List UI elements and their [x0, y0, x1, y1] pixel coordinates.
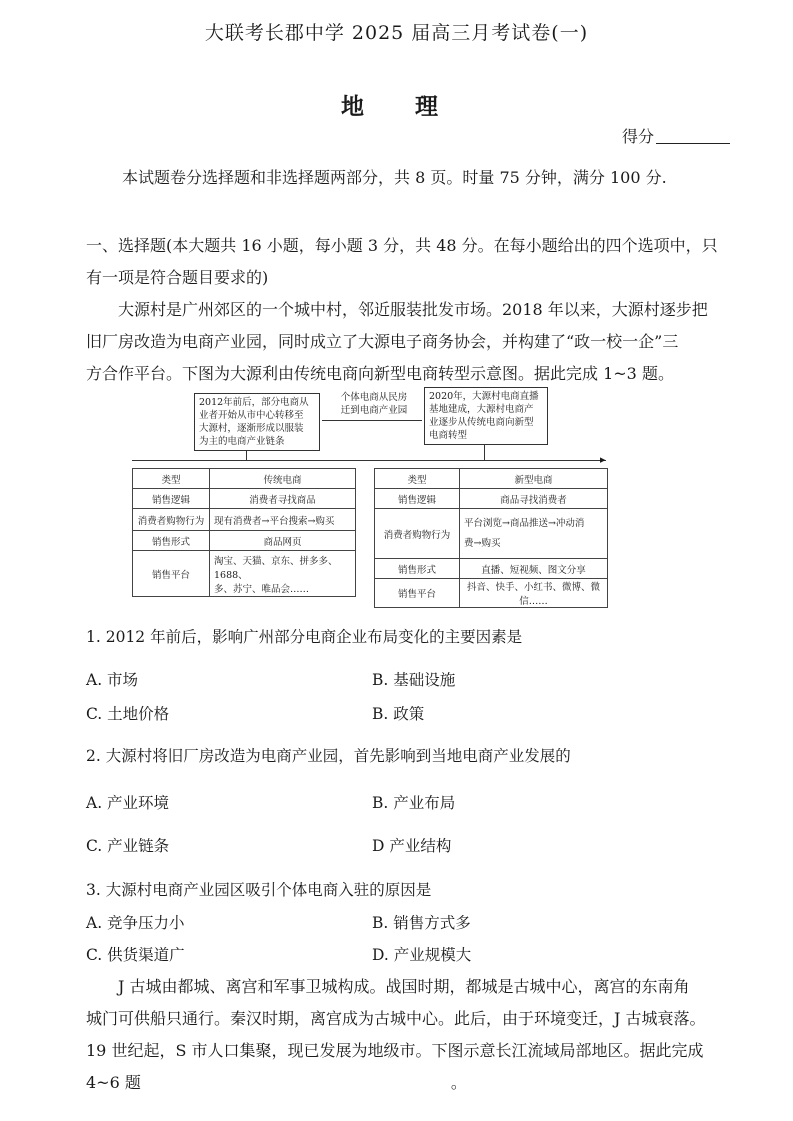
subject-title: 地 理	[341, 93, 452, 120]
passage-1	[86, 294, 722, 390]
exam-title: 大联考长郡中学 2025 届高三月考试卷(一)	[204, 22, 589, 44]
table-cell	[460, 509, 608, 559]
question-3-option-d[interactable]: D. 产业规模大	[372, 946, 472, 964]
table-cell: 类型	[133, 469, 210, 489]
question-2-option-d[interactable]: D 产业结构	[372, 837, 452, 855]
passage-line-text: 4~6 题	[86, 1073, 141, 1092]
question-1-option-a[interactable]: A. 市场	[86, 671, 139, 689]
exam-instructions: 本试题卷分选择题和非选择题两部分，共 8 页。时量 75 分钟，满分 100 分.	[122, 168, 667, 187]
question-1-option-b[interactable]: B. 基础设施	[372, 671, 456, 689]
section-heading-line: 一、选择题(本大题共 16 小题，每小题 3 分，共 48 分。在每小题给出的四个选项中，只	[86, 236, 718, 255]
table-cell	[210, 551, 356, 597]
diagram-box-2020	[424, 387, 548, 445]
table-cell: 消费者寻找商品	[210, 489, 356, 509]
question-1-stem: 1. 2012 年前后，影响广州部分电商企业布局变化的主要因素是	[86, 628, 523, 646]
question-2-option-a[interactable]: A. 产业环境	[86, 794, 170, 812]
table-cell: 销售形式	[133, 531, 210, 551]
section-heading-line: 有一项是符合题目要求的)	[86, 268, 269, 287]
question-3-stem: 3. 大源村电商产业园区吸引个体电商入驻的原因是	[86, 881, 432, 899]
question-3-option-a[interactable]: A. 竞争压力小	[86, 914, 185, 932]
table-cell: 消费者购物行为	[133, 509, 210, 531]
passage-line: 方合作平台。下图为大源利由传统电商向新型电商转型示意图。据此完成 1~3 题。	[86, 364, 674, 383]
table-cell: 直播、短视频、图文分享	[460, 559, 608, 579]
diagram-text: 电商转型	[429, 430, 468, 441]
diagram-stem-right	[484, 445, 485, 460]
question-1-option-d[interactable]: B. 政策	[372, 705, 425, 723]
table-cell-line: 平台浏览→商品推送→冲动消	[464, 517, 585, 529]
question-2-option-c[interactable]: C. 产业链条	[86, 837, 170, 855]
table-cell: 商品寻找消费者	[460, 489, 608, 509]
passage-2	[86, 971, 722, 1099]
table-cell: 现有消费者→平台搜索→购买	[210, 509, 356, 531]
table-cell: 销售平台	[133, 551, 210, 597]
diagram-text: 基地建成，大源村电商产	[429, 404, 534, 415]
diagram-text: 大源村，逐渐形成以服装	[199, 423, 304, 434]
passage-line: 城门可供船只通行。秦汉时期，离宫成为古城中心。此后，由于环境变迁，J 古城衰落。	[86, 1009, 706, 1028]
trailing-mark: 。	[450, 1073, 467, 1092]
question-2-stem: 2. 大源村将旧厂房改造为电商产业园，首先影响到当地电商产业发展的	[86, 747, 571, 765]
diagram-middle-note	[324, 391, 424, 417]
table-cell: 类型	[375, 469, 460, 489]
passage-line: J 古城由都城、离宫和军事卫城构成。战国时期，都城是古城中心，离宫的东南角	[118, 977, 690, 996]
diagram-text: 为主的电商产业链条	[199, 436, 285, 447]
diagram-text: 业逐步从传统电商向新型	[429, 417, 534, 428]
question-2-option-b[interactable]: B. 产业布局	[372, 794, 456, 812]
timeline-arrow-icon: ▸	[600, 453, 606, 466]
table-cell-line: 多、苏宁、唯品会……	[214, 583, 310, 595]
diagram-text: 2020年，大源村电商直播	[429, 391, 539, 402]
diagram-connector-arrow	[322, 420, 422, 421]
question-1-option-c[interactable]: C. 土地价格	[86, 705, 170, 723]
table-cell: 销售逻辑	[375, 489, 460, 509]
diagram-text: 迁到电商产业园	[340, 405, 408, 416]
table-cell: 消费者购物行为	[375, 509, 460, 559]
table-cell-line: 淘宝、天猫、京东、拼多多、1688、	[214, 555, 338, 581]
question-3-option-c[interactable]: C. 供货渠道广	[86, 946, 185, 964]
table-traditional-ecommerce	[132, 468, 356, 597]
diagram-box-2012	[194, 393, 320, 451]
score-blank-line	[656, 143, 730, 144]
table-cell: 销售平台	[375, 579, 460, 608]
passage-line	[86, 1067, 722, 1099]
question-3-option-b[interactable]: B. 销售方式多	[372, 914, 471, 932]
score-field	[622, 124, 730, 147]
passage-line: 旧厂房改造为电商产业园，同时成立了大源电子商务协会，并构建了“政一校一企”三	[86, 332, 679, 351]
diagram-text: 个体电商从民房	[340, 392, 408, 403]
section-heading	[86, 230, 722, 294]
passage-line: 大源村是广州郊区的一个城中村，邻近服装批发市场。2018 年以来，大源村逐步把	[118, 300, 708, 319]
table-cell-line: 费→购买	[464, 537, 501, 549]
score-label: 得分	[622, 127, 655, 146]
table-cell: 传统电商	[210, 469, 356, 489]
diagram-text: 2012年前后，部分电商从	[199, 397, 309, 408]
table-new-ecommerce	[374, 468, 608, 608]
table-cell: 销售形式	[375, 559, 460, 579]
timeline-axis	[132, 460, 606, 461]
table-cell: 销售逻辑	[133, 489, 210, 509]
diagram-stem-left	[246, 451, 247, 460]
table-cell: 抖音、快手、小红书、微博、微信……	[460, 579, 608, 608]
passage-line: 19 世纪起，S 市人口集聚，现已发展为地级市。下图示意长江流域局部地区。据此完成	[86, 1041, 704, 1060]
table-cell: 新型电商	[460, 469, 608, 489]
table-cell: 商品网页	[210, 531, 356, 551]
diagram-text: 业者开始从市中心转移至	[199, 410, 304, 421]
